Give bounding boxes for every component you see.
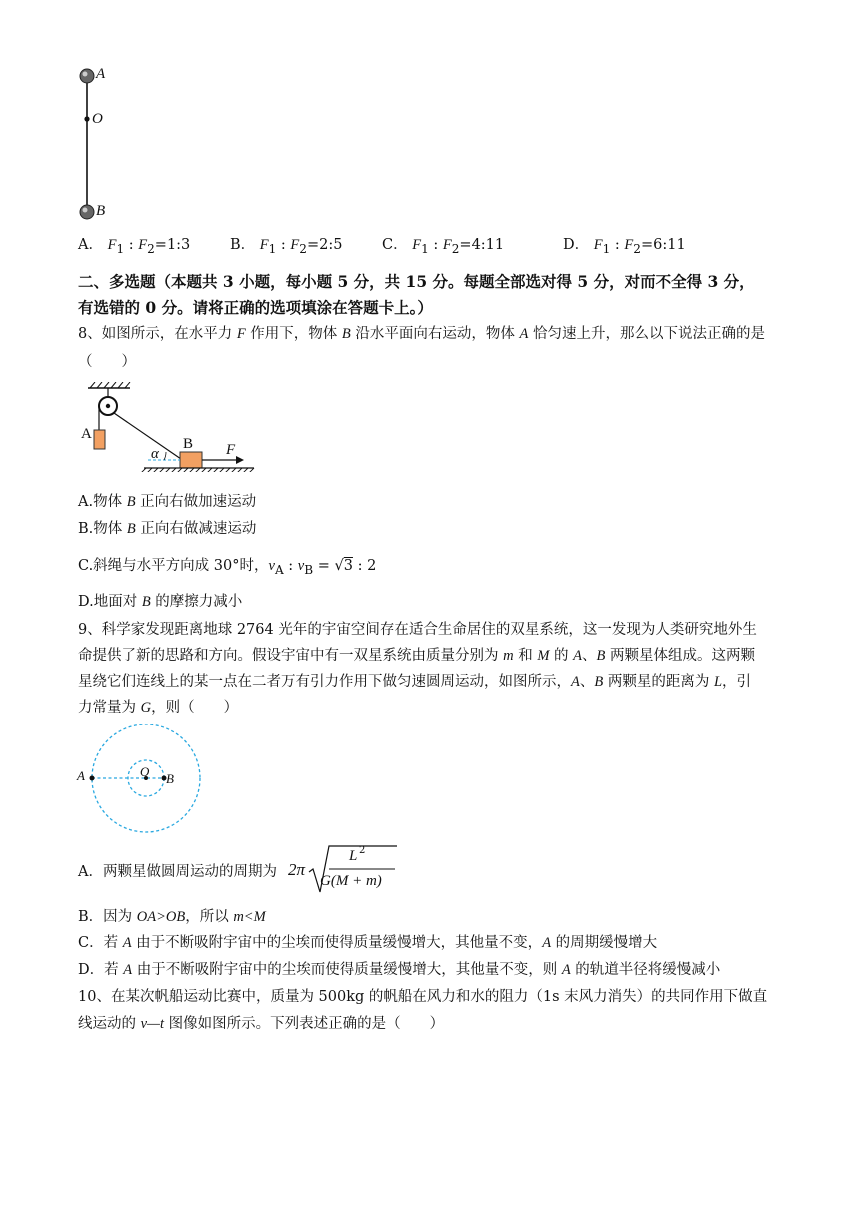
q8-stem: 8、如图所示，在水平力 F 作用下，物体 B 沿水平面向右运动，物体 A 恰匀速上升，那么以下说法正确的是 xyxy=(78,326,765,342)
binary-label-O: O xyxy=(140,764,150,779)
section2-heading-line2: 有选错的 0 分。请将正确的选项填涂在答题卡上。） xyxy=(78,298,433,317)
q7-option-d[interactable]: D． $F_1$ : $F_2=6:11$ xyxy=(563,237,686,256)
q9-stem-line3: 星绕它们连线上的某一点在二者万有引力作用下做匀速圆周运动，如图所示，A、B 两颗星的距离为 L，引 xyxy=(78,674,752,690)
q8-option-c[interactable]: C.斜绳与水平方向成 30°时，$v_A$ : $v_B = √3$ : 2 xyxy=(78,558,377,577)
q9-option-a[interactable]: A．两颗星做圆周运动的周期为 xyxy=(78,864,277,880)
rod-figure xyxy=(70,64,130,224)
rod-label-O: O xyxy=(92,111,103,127)
pulley-label-B: B xyxy=(183,436,194,452)
q9-option-c[interactable]: C．若 A 由于不断吸附宇宙中的尘埃而使得质量缓慢增大，其他量不变，A 的周期缓慢增大 xyxy=(78,935,658,951)
q9-stem-line4: 力常量为 G，则（ ） xyxy=(78,700,239,716)
q7-option-b[interactable]: B． $F_1$ : $F_2=2:5$ xyxy=(230,237,343,256)
q8-answer-paren: （ ） xyxy=(78,354,136,370)
pulley-label-F: F xyxy=(226,442,236,458)
binary-label-A: A xyxy=(77,768,85,783)
q9-option-b[interactable]: B．因为 OA>OB，所以 m<M xyxy=(78,909,266,925)
two-pi: 2π xyxy=(288,860,306,879)
sqrt-denominator: G(M + m) xyxy=(320,873,382,889)
q9-stem-line2: 命提供了新的思路和方向。假设宇宙中有一双星系统由质量分别为 m 和 M 的 A、B 两颗星体组成。这两颗 xyxy=(78,648,755,664)
pulley-label-alpha: α xyxy=(151,446,159,462)
q9-stem-line1: 9、科学家发现距离地球 2764 光年的宇宙空间存在适合生命居住的双星系统，这一发现为人类研究地外生 xyxy=(78,622,757,638)
binary-label-B: B xyxy=(166,771,174,786)
q8-option-d[interactable]: D.地面对 B 的摩擦力减小 xyxy=(78,594,243,610)
sqrt-numerator-exp: 2 xyxy=(359,845,366,856)
pulley-label-A: A xyxy=(81,426,92,442)
q7-option-c[interactable]: C． $F_1$ : $F_2=4:11$ xyxy=(382,237,505,256)
q9-option-d[interactable]: D．若 A 由于不断吸附宇宙中的尘埃而使得质量缓慢增大，其他量不变，则 A 的轨道半径将缓慢减小 xyxy=(78,962,721,978)
q7-option-a[interactable]: A． $F_1$ : $F_2=1:3$ xyxy=(78,237,191,256)
sqrt-numerator: L xyxy=(349,848,358,864)
q10-stem-line2: 线运动的 v—t 图像如图所示。下列表述正确的是（ ） xyxy=(78,1016,445,1032)
q8-option-a[interactable]: A.物体 B 正向右做加速运动 xyxy=(78,494,257,510)
section2-heading-line1: 二、多选题（本题共 3 小题，每小题 5 分，共 15 分。每题全部选对得 5 分，对而不全得 3 分， xyxy=(78,272,755,291)
rod-label-A: A xyxy=(96,66,106,82)
q8-option-b[interactable]: B.物体 B 正向右做减速运动 xyxy=(78,521,257,537)
q10-stem-line1: 10、在某次帆船运动比赛中，质量为 500kg 的帆船在风力和水的阻力（1s 末风力消失）的共同作用下做直 xyxy=(78,989,768,1005)
rod-label-B: B xyxy=(96,203,106,219)
binary-star-figure xyxy=(86,724,206,836)
